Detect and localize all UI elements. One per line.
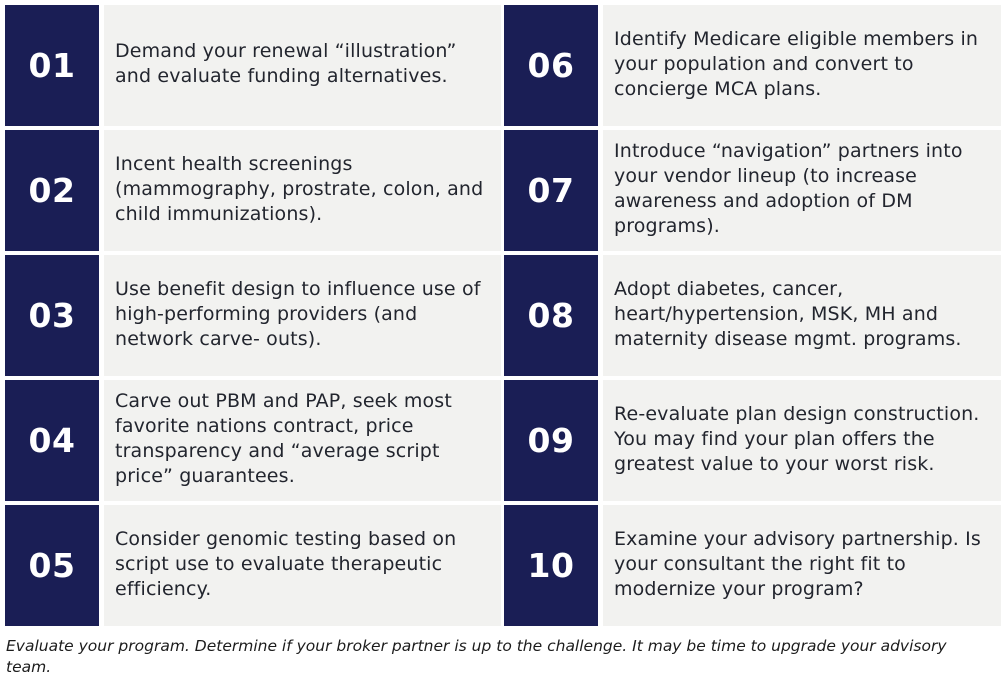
item-text-box xyxy=(104,5,501,126)
item-text: Carve out PBM and PAP, seek most favorite nations contract, price transparency and “average script price” guarantees. xyxy=(115,390,452,487)
item-09 xyxy=(504,380,1001,501)
item-text-box xyxy=(603,380,1001,501)
footer-note: Evaluate your program. Determine if your broker partner is up to the challenge. It may be time to upgrade your advisory team. xyxy=(6,637,947,676)
item-text-box xyxy=(104,505,501,626)
item-number: 06 xyxy=(504,5,598,126)
item-01 xyxy=(5,5,501,126)
item-05 xyxy=(5,505,501,626)
item-text-box xyxy=(104,380,501,501)
item-03 xyxy=(5,255,501,376)
item-number: 02 xyxy=(5,130,99,251)
item-number: 07 xyxy=(504,130,598,251)
item-number: 03 xyxy=(5,255,99,376)
item-07 xyxy=(504,130,1001,251)
recommendations-grid xyxy=(5,5,1001,626)
item-number: 09 xyxy=(504,380,598,501)
item-text-box xyxy=(603,130,1001,251)
item-text: Re-evaluate plan design construction. You may find your plan offers the greatest value to your worst risk. xyxy=(614,402,980,475)
item-text: Examine your advisory partnership. Is your consultant the right fit to modernize your program? xyxy=(614,527,981,600)
item-number: 04 xyxy=(5,380,99,501)
item-text-box xyxy=(104,255,501,376)
item-number: 08 xyxy=(504,255,598,376)
item-06 xyxy=(504,5,1001,126)
item-text: Identify Medicare eligible members in your population and convert to concierge MCA plans. xyxy=(614,27,979,100)
item-text: Consider genomic testing based on script use to evaluate therapeutic efficiency. xyxy=(115,527,457,600)
item-text-box xyxy=(104,130,501,251)
item-number: 10 xyxy=(504,505,598,626)
item-04 xyxy=(5,380,501,501)
item-08 xyxy=(504,255,1001,376)
item-text: Use benefit design to influence use of high-performing providers (and network carve- outs). xyxy=(115,277,481,350)
item-text-box xyxy=(603,255,1001,376)
item-text: Introduce “navigation” partners into your vendor lineup (to increase awareness and adoption of DM programs). xyxy=(614,140,963,237)
item-text: Incent health screenings (mammography, prostrate, colon, and child immunizations). xyxy=(115,152,484,225)
item-text-box xyxy=(603,5,1001,126)
item-number: 01 xyxy=(5,5,99,126)
item-02 xyxy=(5,130,501,251)
item-10 xyxy=(504,505,1001,626)
item-text: Adopt diabetes, cancer, heart/hypertension, MSK, MH and maternity disease mgmt. programs. xyxy=(614,277,962,350)
item-number: 05 xyxy=(5,505,99,626)
item-text: Demand your renewal “illustration” and evaluate funding alternatives. xyxy=(115,40,457,87)
item-text-box xyxy=(603,505,1001,626)
